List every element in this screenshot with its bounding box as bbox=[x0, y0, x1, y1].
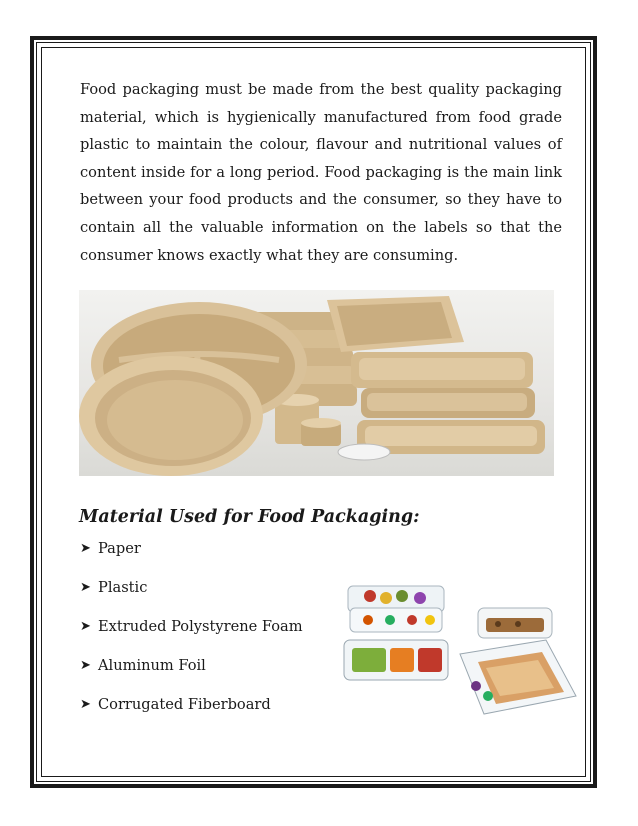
food-packaging-photo bbox=[79, 290, 554, 476]
kraft-tableware-illustration bbox=[79, 290, 554, 476]
nuts-container bbox=[478, 608, 552, 638]
materials-list bbox=[80, 539, 303, 734]
salad-container bbox=[348, 586, 444, 632]
top-tray bbox=[327, 296, 464, 352]
arrowhead-bullet-icon: ➤ bbox=[80, 658, 91, 673]
material-label: Paper bbox=[98, 540, 141, 557]
arrowhead-bullet-icon: ➤ bbox=[80, 697, 91, 712]
sandwich-container bbox=[460, 640, 576, 714]
material-label: Extruded Polystyrene Foam bbox=[98, 618, 303, 635]
intro-paragraph: Food packaging must be made from the best quality packaging material, which is hygienically manufactured from food grade plastic to maintain the colour, flavour and nutritional values of content inside for a long period. Food packaging is the main link between your food products and the consumer, so they have to contain all the valuable information on the labels so that the consumer knows exactly what they are consuming. bbox=[80, 81, 562, 264]
oval-platter bbox=[79, 356, 263, 476]
arrowhead-bullet-icon: ➤ bbox=[80, 541, 91, 556]
list-item bbox=[80, 539, 303, 578]
clear-containers-illustration bbox=[340, 578, 586, 728]
bento-container bbox=[344, 640, 448, 680]
material-label: Aluminum Foil bbox=[98, 657, 206, 674]
material-label: Plastic bbox=[98, 579, 148, 596]
arrowhead-bullet-icon: ➤ bbox=[80, 619, 91, 634]
list-item bbox=[80, 617, 303, 656]
clear-lid bbox=[338, 444, 390, 460]
materials-heading: Material Used for Food Packaging: bbox=[79, 507, 420, 527]
plastic-containers-photo bbox=[340, 578, 586, 728]
list-item bbox=[80, 656, 303, 695]
material-label: Corrugated Fiberboard bbox=[98, 696, 271, 713]
list-item bbox=[80, 578, 303, 617]
clamshell-stack bbox=[351, 352, 545, 454]
list-item bbox=[80, 695, 303, 734]
arrowhead-bullet-icon: ➤ bbox=[80, 580, 91, 595]
